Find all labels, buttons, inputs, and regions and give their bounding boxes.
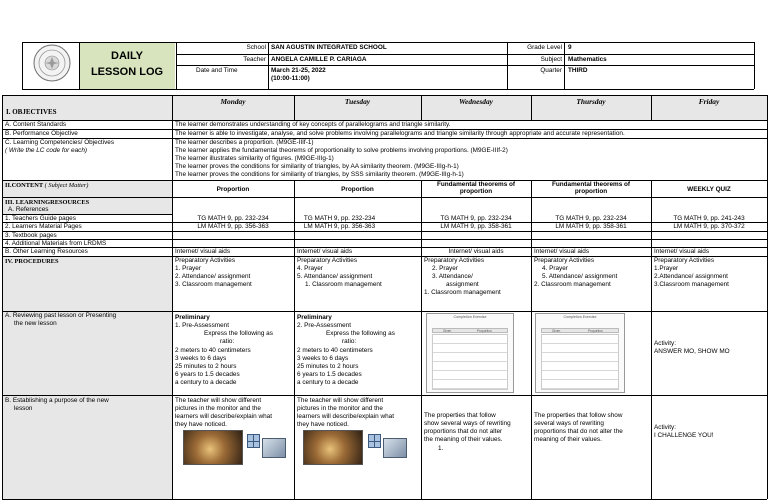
prep-thu-3: 2. Classroom management [534, 281, 611, 288]
lm-friday: LM MATH 9, pp. 370-372 [673, 223, 745, 230]
wks-col1-thu: Given [552, 329, 561, 333]
window-image-monday [247, 434, 260, 448]
topic-thursday [531, 181, 651, 195]
landscape-photo-tuesday [303, 430, 363, 465]
b-wed-line-2: show several ways of rewriting [424, 420, 511, 427]
tg-friday: TG MATH 9, pp. 241-243 [673, 215, 745, 222]
b-thu-line-1: The properties that follow show [534, 412, 623, 419]
topic-friday: WEEKLY QUIZ [687, 186, 731, 193]
prep-title-tuesday: Preparatory Activities [297, 257, 358, 264]
b-tue-line-4: they have noticed. [297, 421, 349, 428]
b-thu-line-3: proportions that do not alter the [534, 428, 623, 435]
worksheet-grid-thu [541, 334, 619, 390]
b-mon-line-1: The teacher will show different [175, 397, 262, 404]
prelim-tue-item-2: 3 weeks to 6 days [297, 355, 349, 362]
lrdms-label: 4. Additional Materials from LRDMS [5, 240, 107, 247]
competency-3: The learner illustrates similarity of figures. (M9GE-IIIg-1) [175, 155, 334, 162]
date-label: Date and Time [196, 67, 238, 74]
subject-label: Subject [540, 56, 562, 63]
prep-thu-2: 5. Attendance/ assignment [542, 273, 618, 280]
date-value-line1: March 21-25, 2022 [271, 67, 326, 74]
day-tuesday: Tuesday [344, 97, 371, 106]
title-line2: LESSON LOG [90, 66, 164, 78]
teachers-guide-label: 1. Teachers Guide pages [5, 215, 76, 222]
prelim-title-tuesday: Preliminary [297, 314, 332, 321]
day-wednesday: Wednesday [459, 97, 493, 106]
prep-wed-4: 1. Classroom management [424, 289, 501, 296]
cube-image-tuesday [383, 438, 407, 458]
grade-value: 9 [568, 44, 572, 51]
competency-2: The learner applies the fundamental theorems of proportionality to solve problems involving proportions. (M9GE-IIIf-2) [175, 147, 508, 154]
resources-heading: III. LEARNINGRESOURCES [5, 199, 90, 206]
b-wed-line-3: proportions that do not alter [424, 428, 503, 435]
performance-text: The learner is able to investigate, analyse, and solve problems involving parallelograms and triangle similarity through appropriate and accurate representation. [175, 130, 625, 137]
day-thursday: Thursday [576, 97, 606, 106]
textbook-label: 3. Textbook pages [5, 232, 57, 239]
prelim-step-tuesday: 2. Pre-Assessment [297, 322, 351, 329]
lm-monday: LM MATH 9, pp. 356-363 [197, 223, 269, 230]
date-value-line2: (10:00-11:00) [271, 75, 310, 82]
prep-tue-1: 4. Prayer [297, 265, 323, 272]
other-tuesday: Internet/ visual aids [297, 248, 353, 255]
title-line1: DAILY [111, 50, 143, 62]
prep-fri-1: 1.Prayer [654, 265, 679, 272]
topic-tuesday: Proportion [341, 186, 374, 193]
wks-col2-thu: Proportion [588, 329, 603, 333]
competency-sublabel: ( Write the LC code for each) [5, 147, 88, 154]
tg-thursday: TG MATH 9, pp. 232-234 [555, 215, 627, 222]
prelim-tue-item-1: 2 meters to 40 centimeters [297, 347, 373, 354]
other-thursday: Internet/ visual aids [534, 248, 590, 255]
prelim-step-monday: 1. Pre-Assessment [175, 322, 229, 329]
grade-label: Grade Level [527, 44, 562, 51]
lm-tuesday: LM MATH 9, pp. 356-363 [303, 223, 376, 230]
row-a-label-2: the new lesson [14, 320, 57, 327]
worksheet-image-thursday [535, 313, 625, 393]
fri-b-activity-name: I CHALLENGE YOU! [654, 432, 714, 439]
competency-label: C. Learning Competencies/ Objectives [5, 139, 115, 146]
topic-wednesday [421, 181, 531, 195]
references-label: A. References [8, 206, 49, 213]
prelim-tue-item-5: a century to a decade [297, 379, 359, 386]
worksheet-header-thu [541, 328, 619, 333]
teacher-label: Teacher [243, 56, 266, 63]
day-monday: Monday [220, 97, 246, 106]
lm-wednesday: LM MATH 9, pp. 358-361 [440, 223, 512, 230]
deped-seal-logo [33, 44, 71, 82]
cube-image-monday [262, 438, 286, 458]
prep-wed-2: 3. Attendance/ [432, 273, 473, 280]
prep-thu-1: 4. Prayer [542, 265, 568, 272]
row-b-label-2: lesson [14, 405, 33, 412]
prep-mon-1: 1. Prayer [175, 265, 201, 272]
row-a-label-1: A. Reviewing past lesson or Presenting [5, 312, 117, 319]
topic-wednesday-text: Fundamental theorems of proportion [436, 181, 516, 196]
learners-material-label: 2. Learners Material Pages [5, 223, 82, 230]
fri-a-activity-label: Activity: [654, 340, 677, 347]
prelim-tue-item-4: 6 years to 1.5 decades [297, 371, 362, 378]
prelim-express-mon-1: Express the following as [204, 330, 273, 337]
worksheet-header-wed [432, 328, 508, 333]
content-heading-text: II.CONTENT [5, 182, 44, 189]
window-image-tuesday [368, 434, 381, 448]
prelim-express-tue-2: ratio: [342, 338, 357, 345]
b-mon-line-2: pictures in the monitor and the [175, 405, 261, 412]
wks-col2-wed: Proportion [477, 329, 492, 333]
prep-wed-3: assignment [446, 281, 479, 288]
prelim-express-tue-1: Express the following as [326, 330, 395, 337]
prep-title-friday: Preparatory Activities [654, 257, 715, 264]
prep-title-wednesday: Preparatory Activities [424, 257, 485, 264]
prelim-mon-item-4: 6 years to 1.5 decades [175, 371, 240, 378]
b-tue-line-2: pictures in the monitor and the [297, 405, 383, 412]
prelim-mon-item-2: 3 weeks to 6 days [175, 355, 227, 362]
tg-wednesday: TG MATH 9, pp. 232-234 [440, 215, 512, 222]
b-wed-number: 1. [438, 445, 444, 452]
worksheet-title-thu: Completion Exercise [563, 315, 597, 319]
worksheet-grid-wed [432, 334, 508, 390]
worksheet-image-wednesday [426, 313, 514, 393]
b-tue-line-1: The teacher will show different [297, 397, 384, 404]
prep-title-monday: Preparatory Activities [175, 257, 236, 264]
b-mon-line-4: they have noticed. [175, 421, 227, 428]
landscape-photo-monday [183, 430, 243, 465]
prep-fri-2: 2.Attendance/ assignment [654, 273, 728, 280]
prep-tue-3: 1. Classroom management [305, 281, 382, 288]
b-thu-line-4: meaning of their values. [534, 436, 602, 443]
competency-1: The learner describes a proportion. (M9GE-IIIf-1) [175, 139, 314, 146]
tg-monday: TG MATH 9, pp. 232-234 [197, 215, 269, 222]
prep-title-thursday: Preparatory Activities [534, 257, 595, 264]
prep-mon-3: 3. Classroom management [175, 281, 252, 288]
b-mon-line-3: learners will describe/explain what [175, 413, 272, 420]
procedures-heading: IV. PROCEDURES [5, 258, 59, 265]
row-b-label-1: B. Establishing a purpose of the new [5, 397, 109, 404]
prelim-mon-item-1: 2 meters to 40 centimeters [175, 347, 251, 354]
competency-4: The learner proves the conditions for similarity of triangles, by AA similarity theorem. (M9GE-IIIg-h-1) [175, 163, 459, 170]
b-wed-line-1: The properties that follow [424, 412, 496, 419]
school-value: SAN AGUSTIN INTEGRATED SCHOOL [271, 44, 387, 51]
fri-b-activity-label: Activity: [654, 424, 677, 431]
objectives-heading: I. OBJECTIVES [6, 108, 57, 116]
topic-thursday-text: Fundamental theorems of proportion [551, 181, 631, 196]
fri-a-activity-name: ANSWER MO, SHOW MO [654, 348, 730, 355]
prelim-mon-item-3: 25 minutes to 2 hours [175, 363, 237, 370]
prelim-express-mon-2: ratio: [220, 338, 235, 345]
other-wednesday: Internet/ visual aids [448, 248, 504, 255]
lm-thursday: LM MATH 9, pp. 358-361 [555, 223, 627, 230]
prep-fri-3: 3.Classroom management [654, 281, 729, 288]
other-monday: Internet/ visual aids [175, 248, 231, 255]
subject-value: Mathematics [568, 56, 607, 63]
b-thu-line-2: several ways of rewriting [534, 420, 604, 427]
b-wed-line-4: the meaning of their values. [424, 436, 503, 443]
content-heading [5, 182, 88, 189]
content-standards-label: A. Content Standards [5, 121, 67, 128]
prep-wed-1: 2. Prayer [432, 265, 458, 272]
prelim-mon-item-5: a century to a decade [175, 379, 237, 386]
teacher-value: ANGELA CAMILLE P. CARIAGA [271, 56, 367, 63]
performance-label: B. Performance Objective [5, 130, 78, 137]
content-heading-sub: ( Subject Matter) [44, 182, 89, 189]
quarter-label: Quarter [540, 67, 562, 74]
competency-5: The learner proves the conditions for similarity of triangles, by SSS similarity theorem. (M9GE-IIIg-h-1) [175, 171, 464, 178]
wks-col1-wed: Given [443, 329, 452, 333]
content-standards-text: The learner demonstrates understanding of key concepts of parallelograms and triangle similarity. [175, 121, 451, 128]
other-friday: Internet/ visual aids [654, 248, 710, 255]
b-tue-line-3: learners will describe/explain what [297, 413, 394, 420]
other-resources-label: B. Other Learning Resources [5, 248, 88, 255]
prep-tue-2: 5. Attendance/ assignment [297, 273, 373, 280]
worksheet-title-wed: Completion Exercise [453, 315, 487, 319]
prelim-tue-item-3: 25 minutes to 2 hours [297, 363, 359, 370]
quarter-value: THIRD [568, 67, 588, 74]
prep-mon-2: 2. Attendance/ assignment [175, 273, 251, 280]
day-friday: Friday [698, 97, 720, 106]
prelim-title-monday: Preliminary [175, 314, 210, 321]
school-label: School [246, 44, 266, 51]
tg-tuesday: TG MATH 9, pp. 232-234 [303, 215, 376, 222]
topic-monday: Proportion [216, 186, 250, 193]
